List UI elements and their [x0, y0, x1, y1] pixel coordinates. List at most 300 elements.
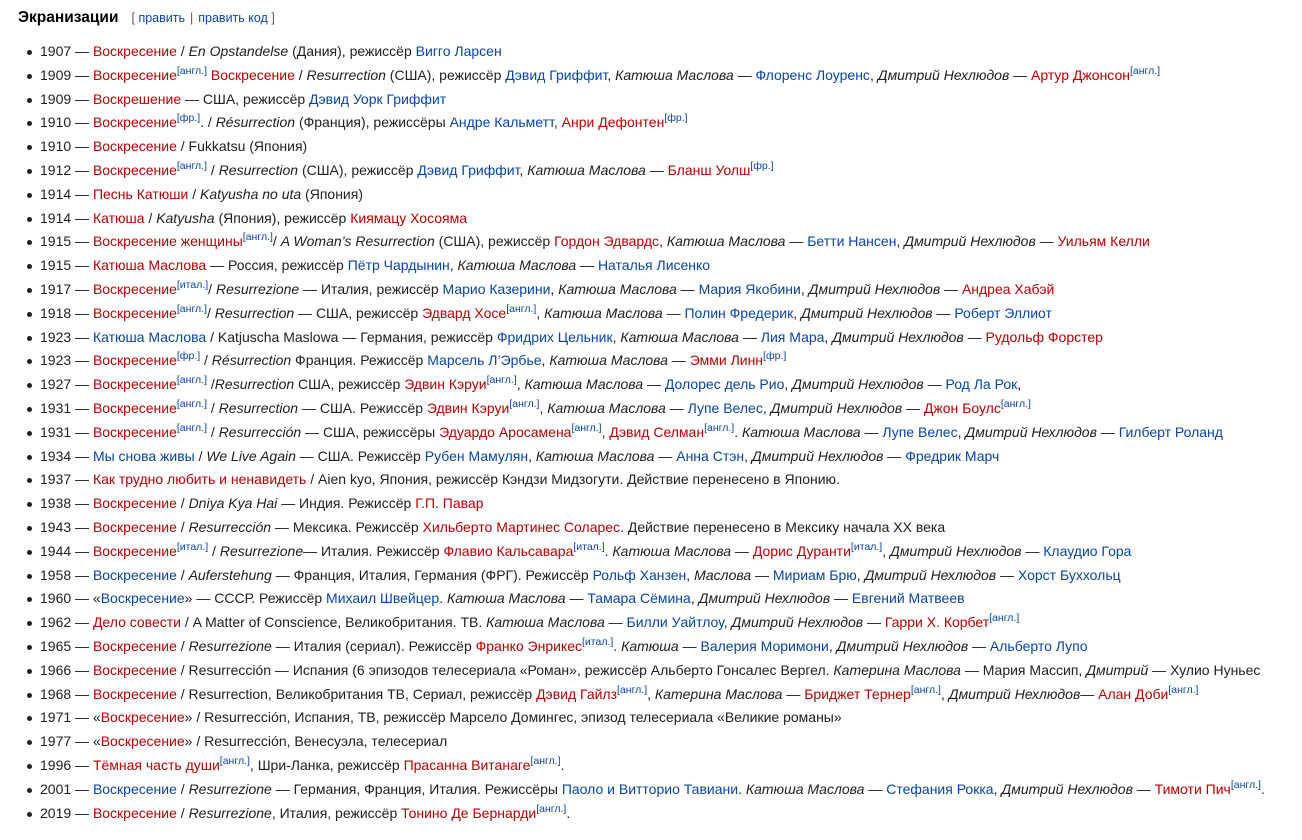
plain-text: .	[560, 756, 565, 773]
interlanguage-link[interactable]: [англ.]	[1000, 397, 1031, 410]
plain-text: ,	[690, 590, 699, 607]
plain-text: ,	[550, 280, 559, 297]
italic-text: Катюша Маслова	[457, 257, 577, 274]
interlanguage-link[interactable]: [англ.]	[530, 754, 561, 767]
plain-text: 1937 —	[40, 471, 93, 488]
italic-text: Катюша Маслова	[535, 447, 655, 464]
italic-text: Катюша Маслова	[612, 542, 732, 559]
plain-text: ,	[828, 637, 837, 654]
plain-text: 1943 —	[40, 518, 93, 535]
plain-text: ,	[784, 376, 793, 393]
italic-text: Дмитрий	[1086, 661, 1149, 678]
italic-text: Дмитрий Нехлюдов	[904, 233, 1036, 250]
missing-article-link[interactable]: Г.П. Павар	[415, 495, 484, 512]
plain-text: /	[207, 304, 215, 321]
italic-text: Дмитрий Нехлюдов	[801, 304, 933, 321]
plain-text: ,	[539, 399, 548, 416]
plain-text: ,	[612, 328, 621, 345]
article-link[interactable]: Наталья Лисенко	[597, 257, 711, 274]
plain-text: — США. Режиссёр	[298, 399, 427, 416]
missing-article-link[interactable]: Андреа Хабэй	[961, 280, 1055, 297]
missing-article-link[interactable]: Дэвид Селман	[609, 423, 705, 440]
interlanguage-link[interactable]: [англ.]	[242, 231, 273, 244]
edit-section-links	[131, 11, 274, 25]
plain-text: ,	[723, 614, 732, 631]
article-link[interactable]: Михаил Швейцер	[326, 590, 440, 607]
plain-text: /	[188, 185, 200, 202]
plain-text: (Япония)	[301, 185, 363, 202]
article-link[interactable]: Катюша Маслова	[92, 328, 207, 345]
list-item	[22, 516, 1265, 540]
italic-text: Катюша Маслова	[544, 304, 663, 321]
article-link[interactable]: Марсель Л’Эрбье	[427, 352, 542, 369]
plain-text: ,	[800, 280, 809, 297]
edit-link[interactable]: править	[138, 11, 185, 25]
italic-text: Resurrezione	[188, 804, 272, 821]
italic-text: Катюша Маслова	[446, 590, 566, 607]
missing-article-link[interactable]: Катюша Маслова	[92, 257, 207, 274]
plain-text: —	[785, 233, 808, 250]
plain-text: 1996 —	[40, 756, 93, 773]
article-link[interactable]: Пётр Чардынин	[347, 257, 450, 274]
italic-text: Дмитрий Нехлюдов	[792, 376, 924, 393]
italic-text: Résurrection	[211, 352, 292, 369]
interlanguage-sup	[664, 112, 687, 124]
plain-text: /	[176, 566, 189, 583]
missing-article-link[interactable]: Эдвард Хосе	[422, 304, 507, 321]
plain-text: (США), режиссёр	[298, 161, 418, 178]
missing-article-link[interactable]: Анри Дефонтен	[561, 114, 665, 131]
interlanguage-link[interactable]: [англ.]	[506, 302, 537, 315]
missing-article-link[interactable]: Флавио Кальсавара	[443, 542, 574, 559]
plain-text: —	[643, 376, 665, 393]
plain-text: —	[665, 399, 688, 416]
plain-text: —	[963, 328, 986, 345]
plain-text: (Франция), режиссёры	[295, 114, 450, 131]
interlanguage-link[interactable]: [англ.]	[1168, 683, 1199, 696]
article-link[interactable]: Мы снова живы	[92, 447, 195, 464]
plain-text: —	[1080, 685, 1099, 702]
plain-text: ,	[957, 423, 966, 440]
plain-text: 1977 — «	[40, 733, 101, 750]
plain-text: —	[738, 328, 761, 345]
interlanguage-sup	[177, 112, 200, 124]
list-item	[22, 659, 1265, 683]
interlanguage-link[interactable]: [фр.]	[750, 159, 774, 172]
interlanguage-link[interactable]: [англ.]	[536, 802, 567, 815]
article-link[interactable]: Долорес дель Рио	[664, 376, 785, 393]
article-link[interactable]: Мириам Брю	[772, 566, 857, 583]
interlanguage-link[interactable]: [англ.]	[989, 612, 1020, 625]
plain-text: 1938 —	[40, 495, 93, 512]
missing-article-link[interactable]: Воскресение женщины	[92, 233, 243, 250]
plain-text: /	[207, 161, 219, 178]
list-item	[22, 492, 1265, 516]
interlanguage-link[interactable]: [англ.]	[571, 421, 602, 434]
interlanguage-link[interactable]: [фр.]	[763, 350, 787, 363]
interlanguage-sup	[851, 541, 882, 553]
article-link[interactable]: Лупе Велес	[882, 423, 958, 440]
article-link[interactable]: Гилберт Роланд	[1118, 423, 1223, 440]
plain-text: / Resurrección — Испания (6 эпизодов телесериала «Роман», режиссёр Альберто Гонсалес Вергел.	[176, 661, 834, 678]
interlanguage-sup	[573, 541, 604, 553]
article-link[interactable]: Марио Казерини	[442, 280, 551, 297]
italic-text: Дмитрий Нехлюдов	[864, 566, 997, 583]
plain-text: —	[883, 447, 906, 464]
missing-article-link[interactable]: Воскресение	[92, 43, 177, 59]
plain-text: » — СССР. Режиссёр	[184, 590, 327, 607]
plain-text: 1909 —	[40, 66, 93, 83]
missing-article-link[interactable]: Дорис Дуранти	[752, 542, 851, 559]
missing-article-link[interactable]: Артур Джонсон	[1031, 66, 1130, 83]
list-item	[22, 88, 1265, 112]
article-link[interactable]: Вигго Ларсен	[415, 43, 502, 59]
plain-text: —	[863, 614, 885, 631]
missing-article-link[interactable]: Тонино Де Бернарди	[401, 804, 537, 821]
italic-text: We Live Again	[206, 447, 296, 464]
interlanguage-link[interactable]: [англ.]	[176, 302, 208, 315]
interlanguage-link[interactable]: [фр.]	[176, 112, 201, 125]
missing-article-link[interactable]: Бриджет Тернер	[804, 685, 911, 702]
article-link[interactable]: Бетти Нансен	[807, 233, 897, 250]
article-link[interactable]: Альберто Лупо	[989, 637, 1088, 654]
list-item	[22, 730, 1265, 754]
italic-text: Дмитрий Нехлюдов	[832, 328, 964, 345]
plain-text: ,	[647, 685, 655, 702]
interlanguage-link[interactable]: [англ.]	[176, 421, 208, 434]
plain-text: —	[604, 614, 627, 631]
plain-text: /	[208, 280, 216, 297]
interlanguage-link[interactable]: [англ.]	[176, 397, 208, 410]
plain-text: —	[1035, 233, 1058, 250]
interlanguage-sup	[704, 422, 734, 434]
article-link[interactable]: Полин Фредерик	[684, 304, 794, 321]
interlanguage-sup	[487, 374, 517, 386]
italic-text: Маслова	[694, 566, 752, 583]
missing-article-link[interactable]: Гарри Х. Корбет	[884, 614, 990, 631]
missing-article-link[interactable]: Рудольф Форстер	[985, 328, 1103, 345]
missing-article-link[interactable]: Воскресение	[92, 280, 177, 297]
plain-text: США, режиссёр	[294, 376, 405, 393]
missing-article-link[interactable]: Воскресение	[92, 542, 177, 559]
interlanguage-link[interactable]: [фр.]	[176, 350, 201, 363]
plain-text: —	[733, 66, 756, 83]
plain-text: /	[200, 352, 212, 369]
article-link[interactable]: Анна Стэн	[676, 447, 745, 464]
interlanguage-link[interactable]: [англ.]	[617, 683, 648, 696]
missing-article-link[interactable]: Тимоти Пич	[1154, 780, 1231, 797]
interlanguage-sup	[177, 541, 208, 553]
interlanguage-sup	[177, 279, 208, 291]
plain-text: —	[968, 637, 990, 654]
plain-text: —	[645, 161, 668, 178]
plain-text: ,	[993, 780, 1002, 797]
edit-bracket-open: [	[131, 11, 135, 25]
interlanguage-link[interactable]: [англ.]	[910, 683, 941, 696]
section-title: Экранизации	[18, 9, 119, 26]
plain-text: 1931 —	[40, 399, 93, 416]
plain-text: /	[176, 43, 189, 59]
interlanguage-sup	[1168, 684, 1198, 696]
plain-text: —	[565, 590, 588, 607]
article-link[interactable]: Дэвид Уорк Гриффит	[309, 90, 447, 107]
plain-text: 2001 —	[40, 780, 93, 797]
plain-text: ,	[553, 114, 562, 131]
interlanguage-link[interactable]: [фр.]	[664, 112, 688, 125]
plain-text: 1931 —	[40, 423, 93, 440]
plain-text: 1918 —	[40, 304, 93, 321]
plain-text: 1962 —	[40, 614, 93, 631]
missing-article-link[interactable]: Эдвин Кэруи	[426, 399, 510, 416]
article-link[interactable]: Роберт Эллиот	[954, 304, 1052, 321]
plain-text: /	[294, 66, 307, 83]
plain-text: 1923 —	[40, 352, 93, 369]
plain-text: /	[176, 780, 189, 797]
italic-text: Дмитрий Нехлюдов	[698, 590, 831, 607]
article-link[interactable]: Род Ла Рок	[945, 376, 1018, 393]
missing-article-link[interactable]: Как трудно любить и ненавидеть	[92, 471, 307, 488]
interlanguage-link[interactable]: [англ.]	[176, 159, 208, 172]
interlanguage-sup	[509, 398, 539, 410]
interlanguage-sup	[763, 350, 786, 362]
missing-article-link[interactable]: Воскресение	[92, 138, 177, 155]
italic-text: Катюша Маслова	[620, 328, 739, 345]
list-item	[22, 183, 1265, 207]
article-link[interactable]: Мария Якобини	[698, 280, 801, 297]
missing-article-link[interactable]: Бланш Уолш	[667, 161, 751, 178]
missing-article-link[interactable]: Воскресение	[92, 685, 177, 702]
missing-article-link[interactable]: Тёмная часть души	[92, 756, 220, 773]
interlanguage-link[interactable]: [итал.]	[573, 540, 605, 553]
missing-article-link[interactable]: Воскресение	[92, 661, 177, 678]
plain-text: — США, режиссёр	[294, 304, 423, 321]
missing-article-link[interactable]: Франко Энрикес	[475, 637, 582, 654]
plain-text: ,	[824, 328, 833, 345]
plain-text: —	[996, 566, 1018, 583]
article-link[interactable]: Лупе Велес	[687, 399, 763, 416]
interlanguage-sup	[177, 374, 207, 386]
plain-text: — США. Режиссёр	[295, 447, 425, 464]
article-link[interactable]: Хорст Буххольц	[1017, 566, 1121, 583]
plain-text: /	[272, 233, 281, 250]
plain-text: 1915 —	[40, 257, 93, 274]
interlanguage-sup	[1231, 779, 1261, 791]
missing-article-link[interactable]: Катюша	[92, 209, 145, 226]
italic-text: Катюша Маслова	[524, 376, 644, 393]
interlanguage-link[interactable]: [англ.]	[704, 421, 735, 434]
interlanguage-sup	[177, 350, 200, 362]
plain-text: / Aien kyo, Япония, режиссёр Кэндзи Мидзогути. Действие перенесено в Японию.	[306, 471, 840, 488]
article-link[interactable]: Флоренс Лоуренс	[755, 66, 870, 83]
interlanguage-sup	[530, 755, 560, 767]
plain-text: ,	[896, 233, 905, 250]
article-link[interactable]: Воскресение	[92, 566, 177, 583]
missing-article-link[interactable]: Воскресение	[92, 399, 177, 416]
italic-text: Auferstehung	[188, 566, 272, 583]
italic-text: Дмитрий Нехлюдов	[1001, 780, 1133, 797]
plain-text: 1912 —	[40, 161, 93, 178]
missing-article-link[interactable]: Джон Боулс	[923, 399, 1001, 416]
plain-text: /	[207, 423, 219, 440]
article-link[interactable]: Дэвид Гриффит	[417, 161, 520, 178]
article-link[interactable]: Андре Кальметт	[449, 114, 554, 131]
plain-text: — Россия, режиссёр	[206, 257, 348, 274]
plain-text: ,	[686, 566, 695, 583]
list-item	[22, 159, 1265, 183]
missing-article-link[interactable]: Песнь Катюши	[92, 185, 189, 202]
missing-article-link[interactable]: Воскресение	[92, 161, 177, 178]
list-item	[22, 302, 1265, 326]
plain-text: —	[902, 399, 924, 416]
plain-text: —	[731, 542, 753, 559]
plain-text: .	[738, 780, 746, 797]
italic-text: Katyusha	[156, 209, 215, 226]
plain-text: .	[439, 590, 447, 607]
plain-text: — Хулио Нуньес	[1148, 661, 1261, 678]
edit-bracket-close: ]	[271, 11, 275, 25]
missing-article-link[interactable]: Воскресение	[92, 304, 177, 321]
list-item	[22, 706, 1265, 730]
missing-article-link[interactable]: Эмми Линн	[689, 352, 764, 369]
italic-text: Resurrección	[188, 518, 272, 535]
article-link[interactable]: Воскресение	[92, 780, 177, 797]
plain-text: ,	[882, 542, 890, 559]
article-link[interactable]: Рубен Мамулян	[424, 447, 529, 464]
plain-text: » / Resurrección, Испания, ТВ, режиссёр Марсело Домингес, эпизод телесериала «Великие романы»	[184, 709, 842, 726]
interlanguage-sup	[582, 636, 613, 648]
interlanguage-link[interactable]: [англ.]	[176, 374, 208, 387]
plain-text: /	[194, 447, 207, 464]
missing-article-link[interactable]: Эдуардо Аросамена	[439, 423, 572, 440]
plain-text: » / Resurrección, Венесуэла, телесериал	[184, 733, 448, 750]
missing-article-link[interactable]: Прасанна Витанаге	[403, 756, 531, 773]
italic-text: Катюша Маслова	[745, 780, 865, 797]
interlanguage-link[interactable]: [итал.]	[176, 278, 209, 291]
plain-text: ,	[536, 304, 545, 321]
interlanguage-sup	[1130, 65, 1160, 77]
article-link[interactable]: Тамара Сёмина	[587, 590, 691, 607]
interlanguage-link[interactable]: [англ.]	[219, 754, 250, 767]
missing-article-link[interactable]: Киямацу Хосояма	[350, 209, 468, 226]
missing-article-link[interactable]: Воскресение	[100, 709, 185, 726]
missing-article-link[interactable]: Воскресение	[92, 352, 177, 369]
missing-article-link[interactable]: Воскресение	[92, 114, 177, 131]
missing-article-link[interactable]: Воскресение	[100, 733, 185, 750]
list-item	[22, 64, 1265, 88]
missing-article-link[interactable]: Хильберто Мартинес Соларес	[422, 518, 621, 535]
article-link[interactable]: Дэвид Гриффит	[505, 66, 608, 83]
missing-article-link[interactable]: Алан Доби	[1098, 685, 1169, 702]
interlanguage-sup	[750, 160, 773, 172]
list-item	[22, 326, 1265, 350]
plain-text: — Германия, Франция, Италия. Режиссёры	[271, 780, 562, 797]
article-link[interactable]: Паоло и Витторио Тавиани	[561, 780, 739, 797]
plain-text: , Италия, режиссёр	[271, 804, 402, 821]
plain-text: — Мексика. Режиссёр	[271, 518, 423, 535]
article-link[interactable]: Фридрих Цельник	[496, 328, 613, 345]
missing-article-link[interactable]: Воскресение	[92, 66, 177, 83]
interlanguage-link[interactable]: [англ.]	[509, 397, 540, 410]
missing-article-link[interactable]: Дело совести	[92, 614, 181, 631]
interlanguage-link[interactable]: [итал.]	[176, 540, 209, 553]
italic-text: Дмитрий Нехлюдов	[731, 614, 864, 631]
missing-article-link[interactable]: Воскресение	[92, 376, 177, 393]
interlanguage-link[interactable]: [англ.]	[1230, 778, 1261, 791]
missing-article-link[interactable]: Эдвин Кэруи	[404, 376, 487, 393]
plain-text: ,	[856, 566, 865, 583]
missing-article-link[interactable]: Воскрешение	[92, 90, 182, 107]
article-link[interactable]: Евгений Матвеев	[851, 590, 965, 607]
missing-article-link[interactable]: Воскресение	[210, 66, 295, 83]
list-item	[22, 683, 1265, 707]
plain-text: /	[176, 804, 189, 821]
edit-separator: |	[190, 11, 194, 25]
italic-text: Катюша Маслова	[547, 399, 666, 416]
missing-article-link[interactable]: Уильям Келли	[1057, 233, 1150, 250]
article-link[interactable]: Валерия Моримони	[700, 637, 829, 654]
missing-article-link[interactable]: Воскресение	[92, 423, 177, 440]
italic-text: Résurrection	[215, 114, 296, 131]
italic-text: Resurrection	[306, 66, 386, 83]
italic-text: Resurrection	[218, 399, 299, 416]
article-link[interactable]: Лия Мара	[760, 328, 825, 345]
edit-code-link[interactable]: править код	[198, 11, 268, 25]
plain-text: 1914 —	[40, 185, 93, 202]
plain-text: ,	[541, 352, 550, 369]
plain-text: — США, режиссёр	[181, 90, 310, 107]
italic-text: Katyusha no uta	[199, 185, 302, 202]
list-item	[22, 349, 1265, 373]
article-link[interactable]: Клаудио Гора	[1043, 542, 1132, 559]
missing-article-link[interactable]: Воскресение	[92, 518, 177, 535]
missing-article-link[interactable]: Дэвид Гайлз	[536, 685, 618, 702]
missing-article-link[interactable]: Воскресение	[92, 495, 177, 512]
interlanguage-link[interactable]: [итал.]	[850, 540, 883, 553]
interlanguage-sup	[220, 755, 250, 767]
article-link[interactable]: Фредрик Марч	[905, 447, 1000, 464]
article-link[interactable]: Рольф Ханзен	[592, 566, 687, 583]
plain-text: —	[1096, 423, 1119, 440]
plain-text: 1927 —	[40, 376, 93, 393]
plain-text: 1958 —	[40, 566, 93, 583]
list-item	[22, 254, 1265, 278]
missing-article-link[interactable]: Гордон Эдвардс	[554, 233, 660, 250]
article-link[interactable]: Билли Уайтлоу	[626, 614, 724, 631]
italic-text: Дмитрий Нехлюдов	[965, 423, 1097, 440]
plain-text: —	[678, 637, 701, 654]
interlanguage-link[interactable]: [англ.]	[1129, 64, 1161, 77]
missing-article-link[interactable]: Воскресение	[92, 804, 177, 821]
italic-text: Resurrezione	[188, 637, 272, 654]
interlanguage-link[interactable]: [англ.]	[486, 374, 517, 387]
interlanguage-link[interactable]: [англ.]	[176, 64, 208, 77]
interlanguage-link[interactable]: [итал.]	[582, 635, 614, 648]
plain-text: —	[830, 590, 852, 607]
italic-text: Resurrection	[214, 376, 295, 393]
list-item	[22, 40, 1265, 64]
missing-article-link[interactable]: Воскресение	[92, 637, 177, 654]
interlanguage-sup	[1001, 398, 1031, 410]
plain-text: 1944 —	[40, 542, 93, 559]
interlanguage-sup	[243, 231, 273, 243]
plain-text: /	[176, 518, 189, 535]
plain-text: —	[782, 685, 805, 702]
article-link[interactable]: Стефания Рокка	[886, 780, 994, 797]
plain-text: 1965 —	[40, 637, 93, 654]
article-link[interactable]: Воскресение	[100, 590, 185, 607]
plain-text: /	[144, 209, 157, 226]
plain-text: (Япония), режиссёр	[214, 209, 351, 226]
